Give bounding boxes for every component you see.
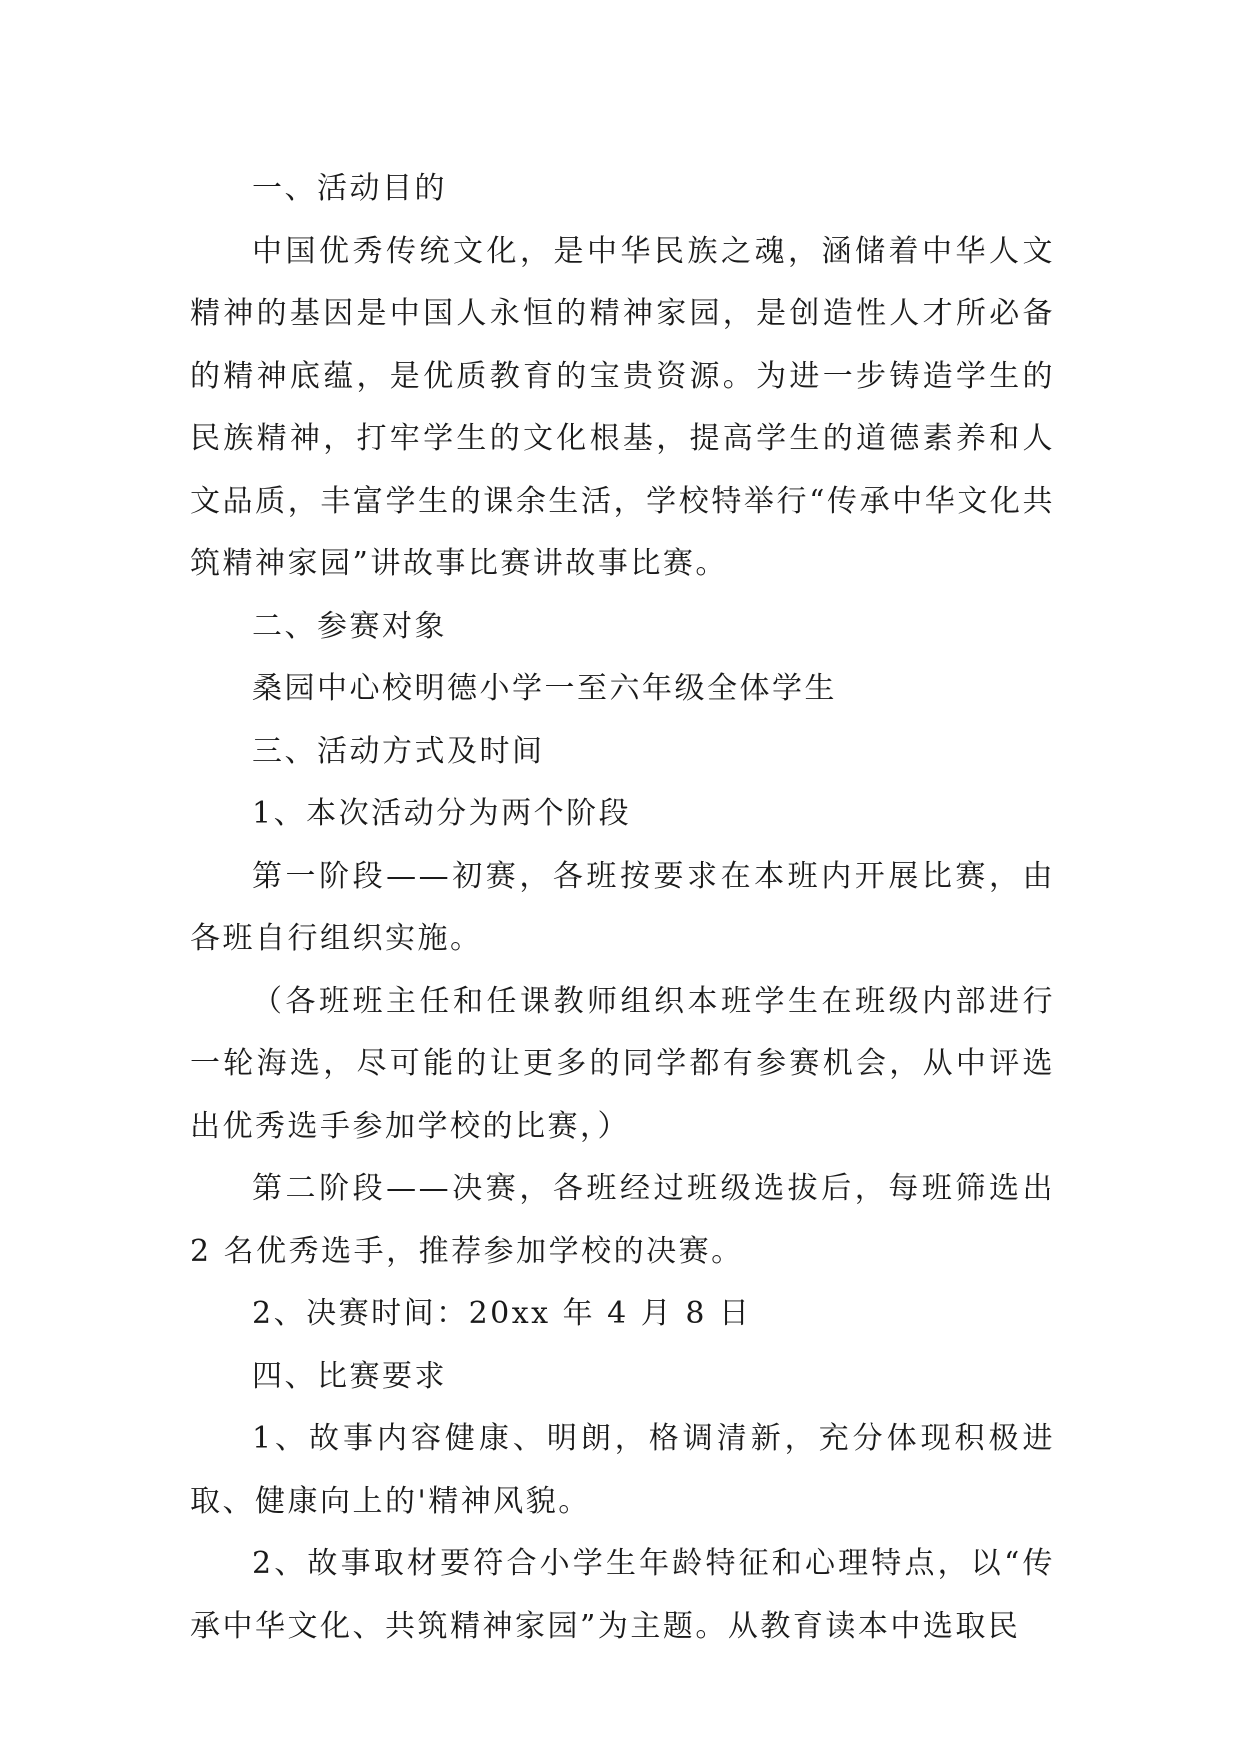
section-heading-participants: 二、参赛对象: [252, 608, 447, 644]
paragraph-purpose-body: 中国优秀传统文化，是中华民族之魂，涵储着中华人文精神的基因是中国人永恒的精神家园，是创造性人才所必备的精神底蕴，是优质教育的宝贵资源。为进一步铸造学生的民族精神，打牢学生的文化根基，提高学生的道德素养和人文品质，丰富学生的课余生活，学校特举行“传承中华文化共筑精神家园”讲故事比赛讲故事比赛。: [190, 233, 1055, 581]
paragraph-stage-two: 第二阶段——决赛，各班经过班级选拔后，每班筛选出 2 名优秀选手，推荐参加学校的决赛。: [190, 1171, 1055, 1269]
paragraph-requirement-two: 2、故事取材要符合小学生年龄特征和心理特点，以“传承中华文化、共筑精神家园”为主题。从教育读本中选取民: [190, 1546, 1055, 1644]
paragraph-stage-one-note: （各班班主任和任课教师组织本班学生在班级内部进行一轮海选，尽可能的让更多的同学都有参赛机会，从中评选出优秀选手参加学校的比赛，）: [190, 983, 1055, 1144]
paragraph-stages-intro: 1、本次活动分为两个阶段: [252, 796, 632, 831]
paragraph-final-date: 2、决赛时间：20xx 年 4 月 8 日: [252, 1296, 752, 1331]
paragraph-participants-body: 桑园中心校明德小学一至六年级全体学生: [252, 671, 837, 706]
section-heading-requirements: 四、比赛要求: [252, 1358, 447, 1394]
paragraph-stage-one: 第一阶段——初赛，各班按要求在本班内开展比赛，由各班自行组织实施。: [190, 858, 1055, 956]
document-body: [190, 158, 1055, 1658]
paragraph-requirement-one: 1、故事内容健康、明朗，格调清新，充分体现积极进取、健康向上的'精神风貌。: [190, 1421, 1055, 1519]
section-heading-method-time: 三、活动方式及时间: [252, 733, 545, 769]
section-heading-purpose: 一、活动目的: [252, 171, 447, 206]
